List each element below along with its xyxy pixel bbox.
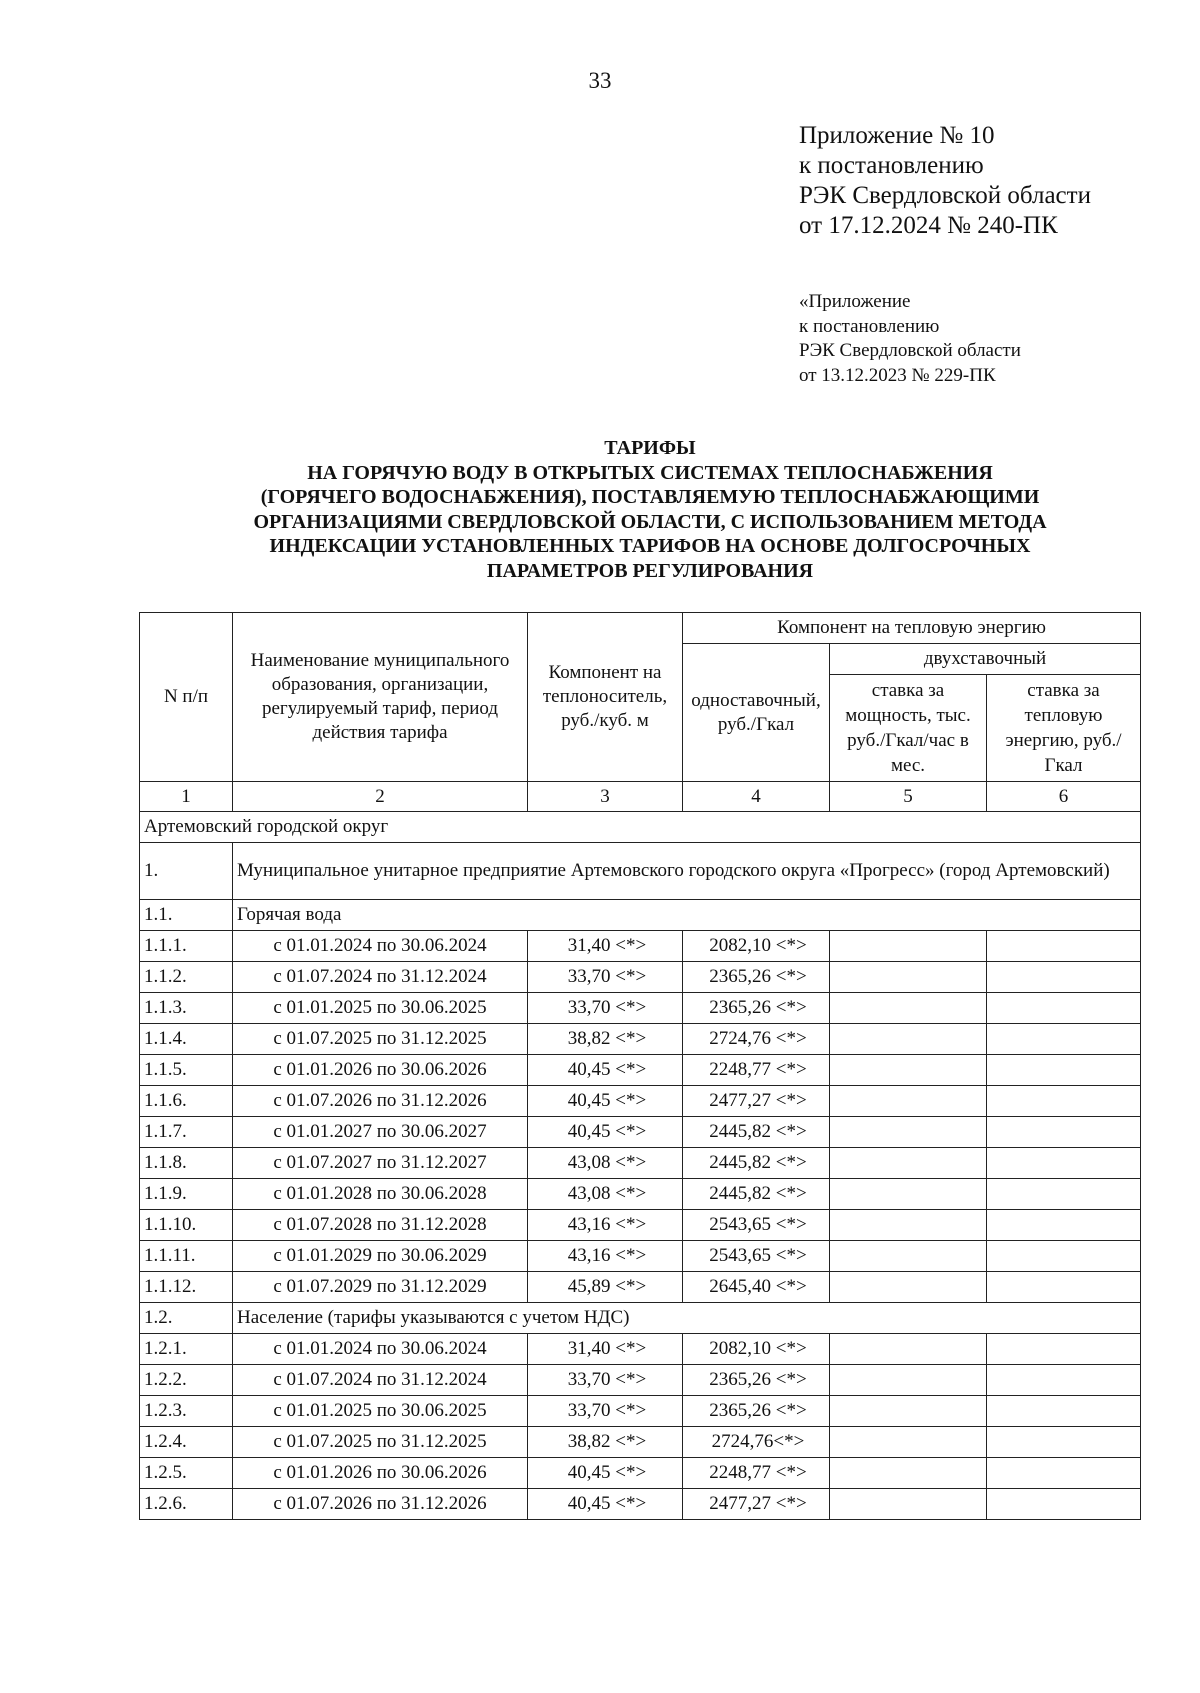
appendix-line: к постановлению — [799, 152, 984, 179]
row-energy-rate — [987, 1365, 1141, 1396]
row-energy-rate — [987, 1179, 1141, 1210]
row-single-rate: 2445,82 <*> — [683, 1148, 830, 1179]
appendix-line: Приложение № 10 — [799, 122, 995, 149]
row-num: 1.2.4. — [140, 1427, 233, 1458]
row-num: 1.2.1. — [140, 1334, 233, 1365]
row-period: с 01.01.2024 по 30.06.2024 — [233, 931, 528, 962]
appendix-header — [799, 121, 1091, 241]
section-num: 1.2. — [140, 1303, 233, 1334]
row-energy-rate — [987, 1086, 1141, 1117]
row-period: с 01.01.2026 по 30.06.2026 — [233, 1055, 528, 1086]
row-coolant: 40,45 <*> — [528, 1086, 683, 1117]
header-coolant: Компонент на теплоноситель, руб./куб. м — [528, 613, 683, 782]
table-row — [140, 1365, 1141, 1396]
row-num: 1.2.5. — [140, 1458, 233, 1489]
row-single-rate: 2543,65 <*> — [683, 1210, 830, 1241]
row-coolant: 33,70 <*> — [528, 962, 683, 993]
column-number: 4 — [683, 782, 830, 812]
row-single-rate: 2477,27 <*> — [683, 1086, 830, 1117]
table-row — [140, 931, 1141, 962]
row-num: 1.1.11. — [140, 1241, 233, 1272]
row-capacity-rate — [830, 1117, 987, 1148]
row-coolant: 43,08 <*> — [528, 1179, 683, 1210]
row-single-rate: 2543,65 <*> — [683, 1241, 830, 1272]
appendix-line: от 13.12.2023 № 229-ПК — [799, 364, 996, 386]
table-row — [140, 1334, 1141, 1365]
title-line: ТАРИФЫ — [604, 437, 696, 459]
row-capacity-rate — [830, 1210, 987, 1241]
appendix-line: от 17.12.2024 № 240-ПК — [799, 212, 1058, 239]
row-single-rate: 2082,10 <*> — [683, 931, 830, 962]
row-single-rate: 2477,27 <*> — [683, 1489, 830, 1520]
row-num: 1.1.1. — [140, 931, 233, 962]
row-coolant: 43,08 <*> — [528, 1148, 683, 1179]
row-energy-rate — [987, 962, 1141, 993]
row-num: 1.1.12. — [140, 1272, 233, 1303]
row-period: с 01.01.2029 по 30.06.2029 — [233, 1241, 528, 1272]
header-heat-component: Компонент на тепловую энергию — [683, 613, 1141, 644]
table-row — [140, 993, 1141, 1024]
row-capacity-rate — [830, 1365, 987, 1396]
column-number: 6 — [987, 782, 1141, 812]
appendix-line: к постановлению — [799, 315, 940, 337]
row-period: с 01.07.2025 по 31.12.2025 — [233, 1024, 528, 1055]
row-period: с 01.07.2025 по 31.12.2025 — [233, 1427, 528, 1458]
row-energy-rate — [987, 1458, 1141, 1489]
row-energy-rate — [987, 1489, 1141, 1520]
row-period: с 01.01.2025 по 30.06.2025 — [233, 1396, 528, 1427]
document-title — [100, 436, 1200, 583]
row-coolant: 43,16 <*> — [528, 1241, 683, 1272]
row-coolant: 40,45 <*> — [528, 1458, 683, 1489]
section-num: 1.1. — [140, 900, 233, 931]
table-row — [140, 1396, 1141, 1427]
row-num: 1.1.5. — [140, 1055, 233, 1086]
row-num: 1.2.6. — [140, 1489, 233, 1520]
row-capacity-rate — [830, 1427, 987, 1458]
table-row — [140, 1117, 1141, 1148]
row-capacity-rate — [830, 1334, 987, 1365]
header-two-rate: двухставочный — [830, 644, 1141, 675]
row-single-rate: 2365,26 <*> — [683, 1365, 830, 1396]
title-line: ИНДЕКСАЦИИ УСТАНОВЛЕННЫХ ТАРИФОВ НА ОСНОВЕ ДОЛГОСРОЧНЫХ — [269, 535, 1031, 557]
row-energy-rate — [987, 1148, 1141, 1179]
row-num: 1.1.10. — [140, 1210, 233, 1241]
row-energy-rate — [987, 1334, 1141, 1365]
row-coolant: 40,45 <*> — [528, 1117, 683, 1148]
section-label: Горячая вода — [233, 900, 1141, 931]
row-period: с 01.01.2026 по 30.06.2026 — [233, 1458, 528, 1489]
row-coolant: 38,82 <*> — [528, 1024, 683, 1055]
table-row — [140, 1427, 1141, 1458]
row-coolant: 40,45 <*> — [528, 1489, 683, 1520]
title-line: ОРГАНИЗАЦИЯМИ СВЕРДЛОВСКОЙ ОБЛАСТИ, С ИСПОЛЬЗОВАНИЕМ МЕТОДА — [253, 510, 1047, 533]
row-single-rate: 2365,26 <*> — [683, 993, 830, 1024]
row-capacity-rate — [830, 1179, 987, 1210]
row-coolant: 31,40 <*> — [528, 931, 683, 962]
row-capacity-rate — [830, 931, 987, 962]
section-label: Население (тарифы указываются с учетом НДС) — [233, 1303, 1141, 1334]
row-capacity-rate — [830, 1489, 987, 1520]
table-row — [140, 1179, 1141, 1210]
row-single-rate: 2724,76 <*> — [683, 1024, 830, 1055]
row-energy-rate — [987, 993, 1141, 1024]
column-number: 5 — [830, 782, 987, 812]
row-num: 1.1.2. — [140, 962, 233, 993]
table-row — [140, 1210, 1141, 1241]
header-num: N п/п — [140, 613, 233, 782]
row-capacity-rate — [830, 1241, 987, 1272]
row-single-rate: 2445,82 <*> — [683, 1179, 830, 1210]
header-energy-rate: ставка за тепловую энергию, руб./Гкал — [987, 675, 1141, 782]
row-num: 1.1.3. — [140, 993, 233, 1024]
table-row — [140, 1024, 1141, 1055]
row-capacity-rate — [830, 1458, 987, 1489]
org-name: Муниципальное унитарное предприятие Артемовского городского округа «Прогресс» (город Артемовский) — [233, 843, 1141, 900]
page-number: 33 — [588, 68, 612, 93]
row-coolant: 38,82 <*> — [528, 1427, 683, 1458]
row-num: 1.1.6. — [140, 1086, 233, 1117]
table-row — [140, 1055, 1141, 1086]
row-single-rate: 2082,10 <*> — [683, 1334, 830, 1365]
row-single-rate: 2365,26 <*> — [683, 962, 830, 993]
title-line: (ГОРЯЧЕГО ВОДОСНАБЖЕНИЯ), ПОСТАВЛЯЕМУЮ ТЕПЛОСНАБЖАЮЩИМИ — [260, 486, 1040, 508]
row-single-rate: 2248,77 <*> — [683, 1458, 830, 1489]
row-num: 1.1.7. — [140, 1117, 233, 1148]
row-coolant: 33,70 <*> — [528, 1365, 683, 1396]
row-period: с 01.01.2027 по 30.06.2027 — [233, 1117, 528, 1148]
row-num: 1.2.3. — [140, 1396, 233, 1427]
row-period: с 01.07.2027 по 31.12.2027 — [233, 1148, 528, 1179]
previous-appendix-header — [799, 290, 1021, 388]
row-coolant: 40,45 <*> — [528, 1055, 683, 1086]
title-line: НА ГОРЯЧУЮ ВОДУ В ОТКРЫТЫХ СИСТЕМАХ ТЕПЛОСНАБЖЕНИЯ — [307, 461, 993, 484]
appendix-line: РЭК Свердловской области — [799, 182, 1091, 209]
row-period: с 01.01.2025 по 30.06.2025 — [233, 993, 528, 1024]
row-period: с 01.07.2024 по 31.12.2024 — [233, 962, 528, 993]
row-single-rate: 2724,76<*> — [683, 1427, 830, 1458]
row-energy-rate — [987, 931, 1141, 962]
org-num: 1. — [140, 843, 233, 900]
district-row: Артемовский городской округ — [140, 812, 1141, 843]
row-capacity-rate — [830, 962, 987, 993]
table-row — [140, 1458, 1141, 1489]
tariff-table — [139, 612, 1141, 1520]
row-coolant: 33,70 <*> — [528, 1396, 683, 1427]
row-single-rate: 2445,82 <*> — [683, 1117, 830, 1148]
appendix-line: РЭК Свердловской области — [799, 340, 1021, 361]
table-row — [140, 1489, 1141, 1520]
row-num: 1.1.4. — [140, 1024, 233, 1055]
row-energy-rate — [987, 1241, 1141, 1272]
row-period: с 01.07.2024 по 31.12.2024 — [233, 1365, 528, 1396]
row-capacity-rate — [830, 1396, 987, 1427]
row-coolant: 31,40 <*> — [528, 1334, 683, 1365]
column-number: 3 — [528, 782, 683, 812]
row-single-rate: 2365,26 <*> — [683, 1396, 830, 1427]
row-energy-rate — [987, 1427, 1141, 1458]
row-capacity-rate — [830, 1272, 987, 1303]
row-single-rate: 2645,40 <*> — [683, 1272, 830, 1303]
table-row — [140, 1272, 1141, 1303]
row-energy-rate — [987, 1272, 1141, 1303]
row-coolant: 45,89 <*> — [528, 1272, 683, 1303]
header-name: Наименование муниципального образования, организации, регулируемый тариф, период действия тарифа — [233, 613, 528, 782]
header-single-rate: одноставочный, руб./Гкал — [683, 644, 830, 782]
row-period: с 01.01.2024 по 30.06.2024 — [233, 1334, 528, 1365]
row-num: 1.1.9. — [140, 1179, 233, 1210]
row-period: с 01.07.2028 по 31.12.2028 — [233, 1210, 528, 1241]
row-period: с 01.07.2026 по 31.12.2026 — [233, 1086, 528, 1117]
column-number: 2 — [233, 782, 528, 812]
header-capacity-rate: ставка за мощность, тыс. руб./Гкал/час в мес. — [830, 675, 987, 782]
table-row — [140, 962, 1141, 993]
row-energy-rate — [987, 1210, 1141, 1241]
row-capacity-rate — [830, 993, 987, 1024]
row-period: с 01.07.2029 по 31.12.2029 — [233, 1272, 528, 1303]
row-capacity-rate — [830, 1024, 987, 1055]
row-energy-rate — [987, 1396, 1141, 1427]
row-capacity-rate — [830, 1086, 987, 1117]
row-energy-rate — [987, 1024, 1141, 1055]
table-row — [140, 1241, 1141, 1272]
table-row — [140, 1086, 1141, 1117]
column-number: 1 — [140, 782, 233, 812]
title-line: ПАРАМЕТРОВ РЕГУЛИРОВАНИЯ — [486, 559, 814, 582]
row-coolant: 33,70 <*> — [528, 993, 683, 1024]
appendix-line: «Приложение — [799, 291, 911, 312]
table-row — [140, 1148, 1141, 1179]
row-single-rate: 2248,77 <*> — [683, 1055, 830, 1086]
row-coolant: 43,16 <*> — [528, 1210, 683, 1241]
row-period: с 01.01.2028 по 30.06.2028 — [233, 1179, 528, 1210]
row-period: с 01.07.2026 по 31.12.2026 — [233, 1489, 528, 1520]
row-capacity-rate — [830, 1055, 987, 1086]
row-num: 1.1.8. — [140, 1148, 233, 1179]
row-capacity-rate — [830, 1148, 987, 1179]
row-energy-rate — [987, 1055, 1141, 1086]
row-num: 1.2.2. — [140, 1365, 233, 1396]
row-energy-rate — [987, 1117, 1141, 1148]
